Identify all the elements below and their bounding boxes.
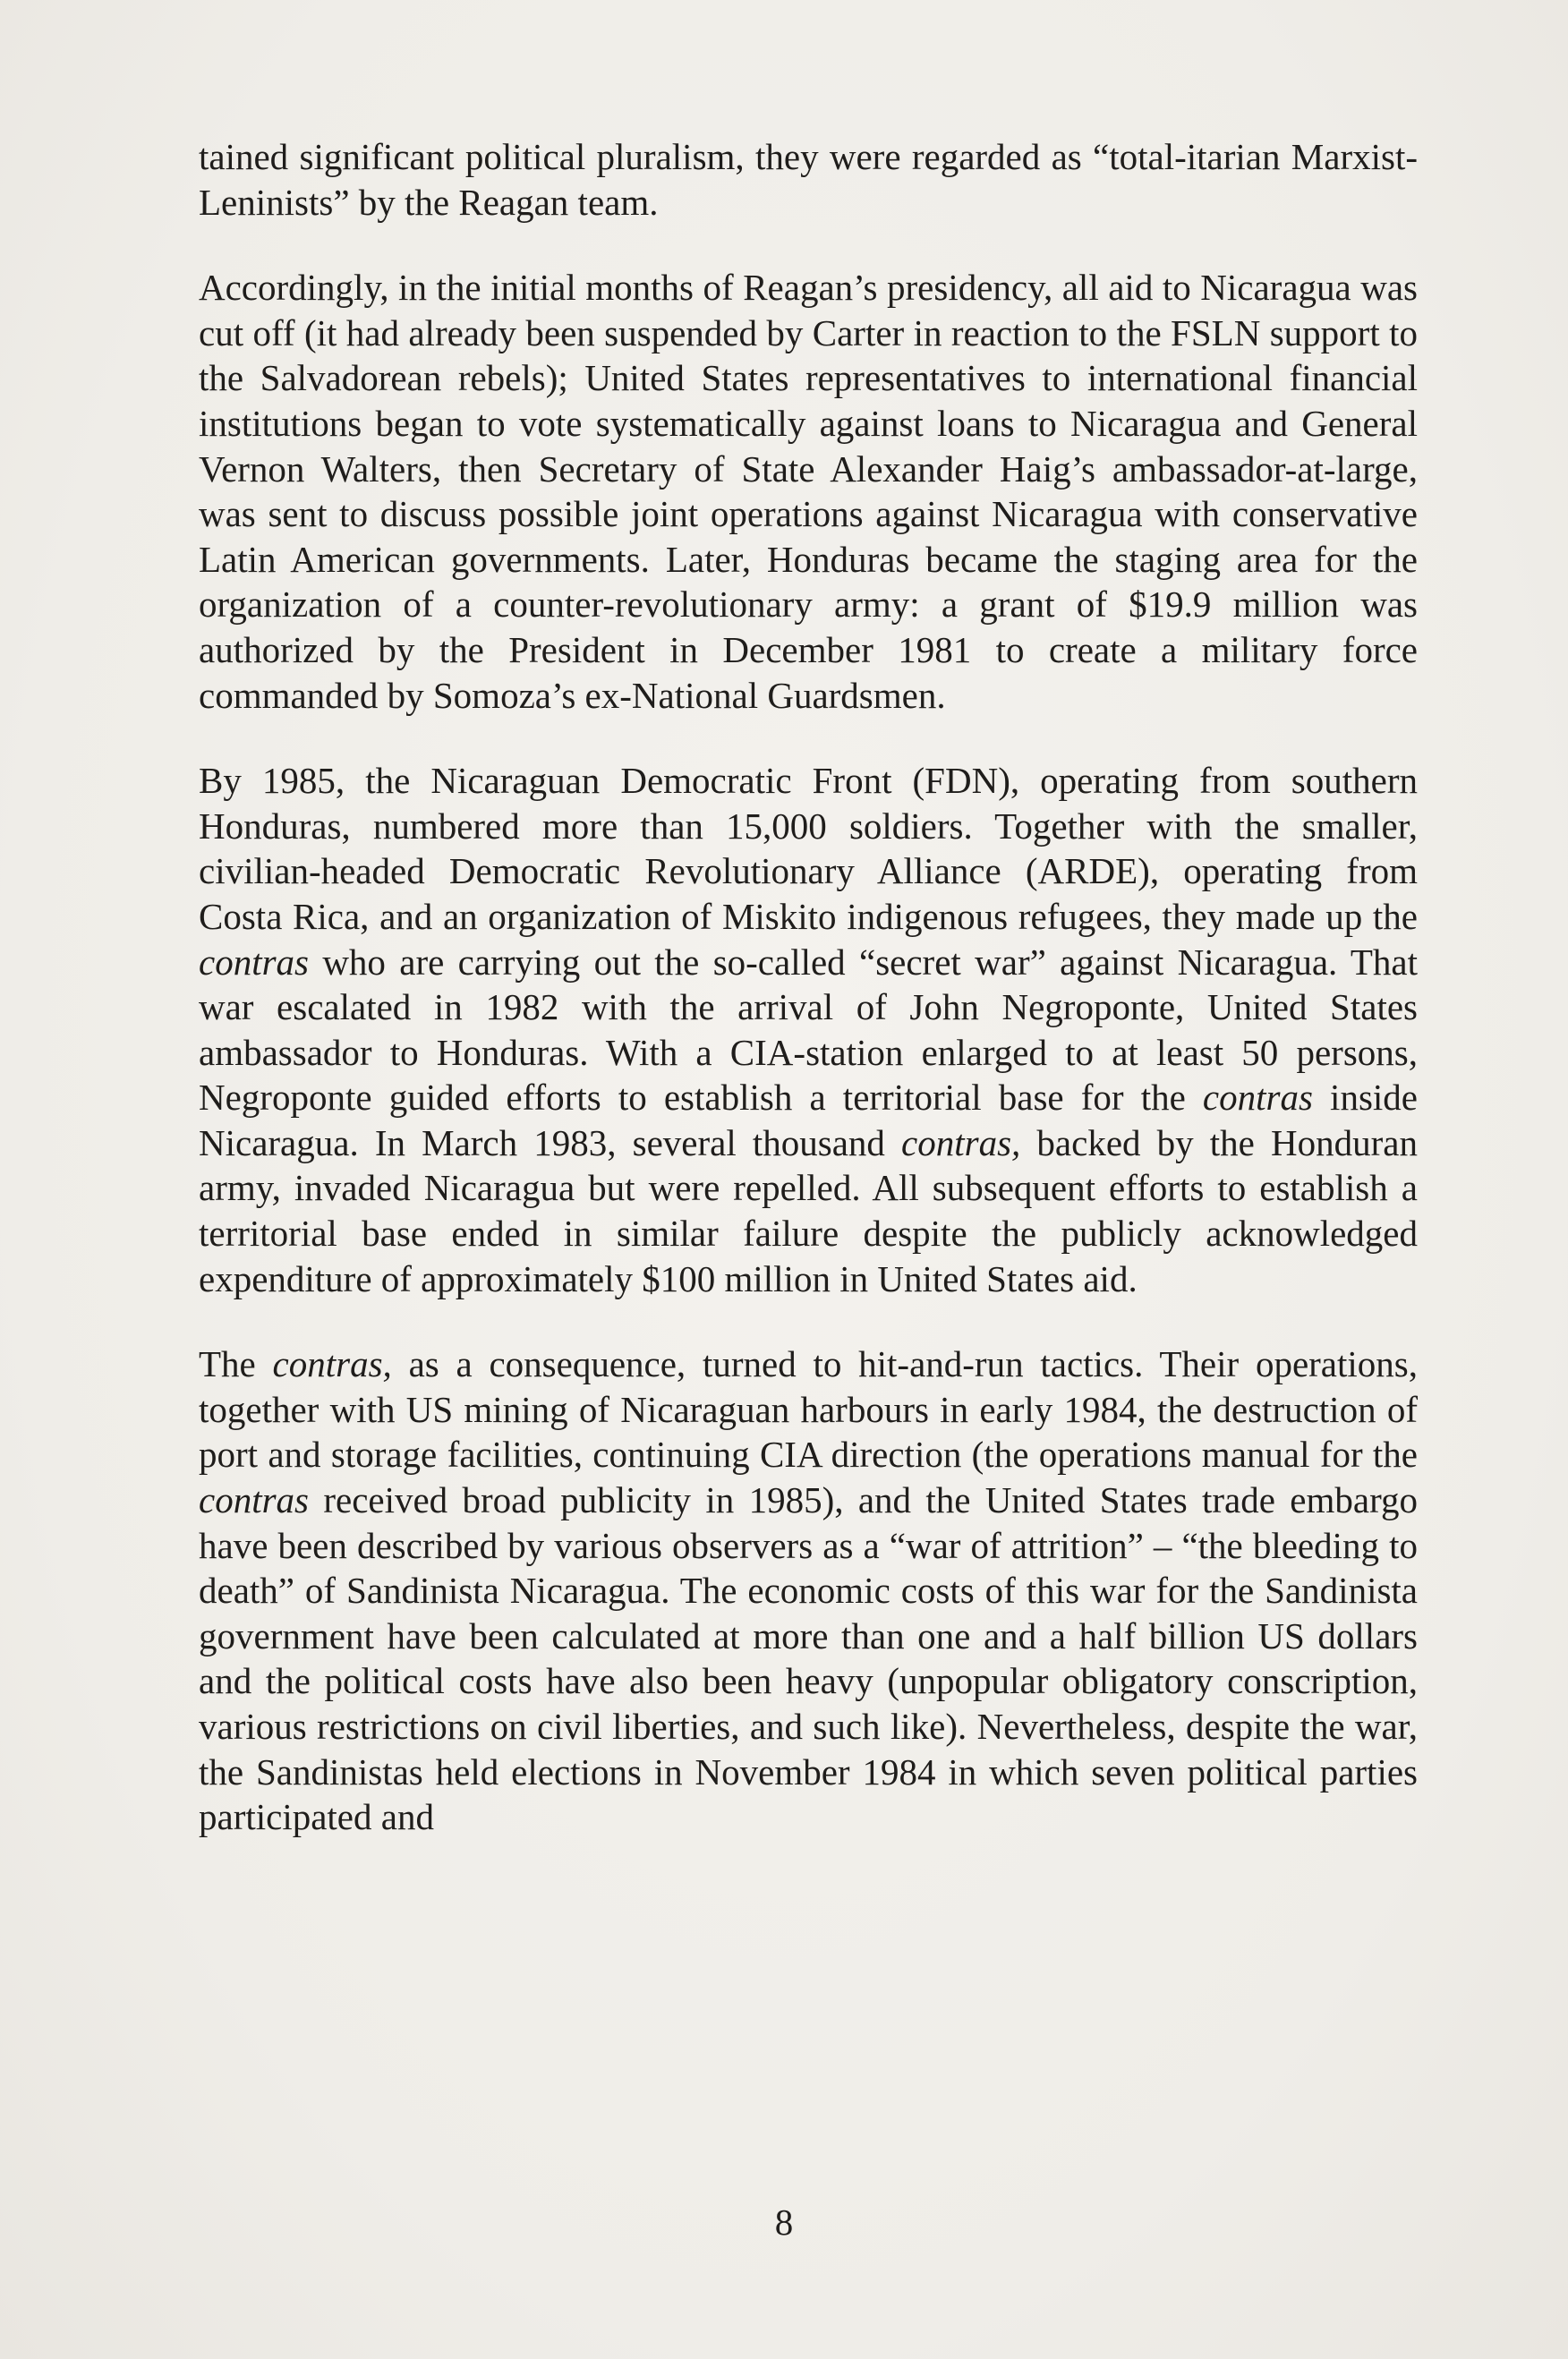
paragraph-text: inside Nicaragua. In March 1983, several thousand	[199, 1077, 1418, 1163]
italic-text: contras	[1202, 1077, 1313, 1119]
italic-text: contras,	[901, 1121, 1021, 1163]
paragraph	[199, 134, 1418, 225]
paragraph-text: backed by the Honduran army, invaded Nicaragua but were repelled. All subsequent efforts to establish a territorial base ended in similar failure despite the publicly acknowledged expenditure of approximately $100 million in United States aid.	[199, 1121, 1418, 1299]
italic-text: contras	[199, 1479, 309, 1521]
paragraph	[199, 1341, 1418, 1840]
body-text	[199, 134, 1418, 1880]
paragraph-text: Accordingly, in the initial months of Reagan’s presidency, all aid to Nicaragua was cut off (it had already been suspended by Carter in reaction to the FSLN support to the Salvadorean rebels); United States representatives to international financial institutions began to vote systematically against loans to Nicaragua and General Vernon Walters, then Secretary of State Alexander Haig’s ambassador-at-large, was sent to discuss possible joint operations against Nicaragua with conservative Latin American governments. Later, Honduras became the staging area for the organization of a counter-revolutionary army: a grant of $19.9 million was authorized by the President in December 1981 to create a military force commanded by Somoza’s ex-National Guardsmen.	[199, 267, 1418, 716]
paragraph-text: By 1985, the Nicaraguan Democratic Front (FDN), operating from southern Honduras, numbered more than 15,000 soldiers. Together with the smaller, civilian-headed Democratic Revolutionary Alliance (ARDE), operating from Costa Rica, and an organization of Miskito indigenous refugees, they made up the	[199, 760, 1418, 937]
italic-text: contras,	[272, 1343, 392, 1385]
paragraph	[199, 758, 1418, 1301]
paragraph-text: received broad publicity in 1985), and the United States trade embargo have been described by various observers as a “war of attrition” – “the bleeding to death” of Sandinista Nicaragua. The economic costs of this war for the Sandinista government have been calculated at more than one and a half billion US dollars and the political costs have also been heavy (unpopular obligatory conscription, various restrictions on civil liberties, and such like). Nevertheless, despite the war, the Sandinistas held elections in November 1984 in which seven political parties participated and	[199, 1479, 1418, 1838]
italic-text: contras	[199, 941, 309, 983]
paragraph-text: who are carrying out the so-called “secret war” against Nicaragua. That war escalated in 1982 with the arrival of John Negroponte, United States ambassador to Honduras. With a CIA-station enlarged to at least 50 persons, Negroponte guided efforts to establish a territorial base for the	[199, 941, 1418, 1119]
paragraph	[199, 265, 1418, 718]
page-number: 8	[774, 2201, 794, 2243]
paragraph-text: The	[199, 1343, 273, 1385]
paragraph-text: tained significant political pluralism, they were regarded as “total-itarian Marxist-Leninists” by the Reagan team.	[199, 136, 1418, 223]
paragraph-text: as a consequence, turned to hit-and-run tactics. Their operations, together with US mining of Nicaraguan harbours in early 1984, the destruction of port and storage facilities, continuing CIA direction (the operations manual for the	[199, 1343, 1418, 1476]
